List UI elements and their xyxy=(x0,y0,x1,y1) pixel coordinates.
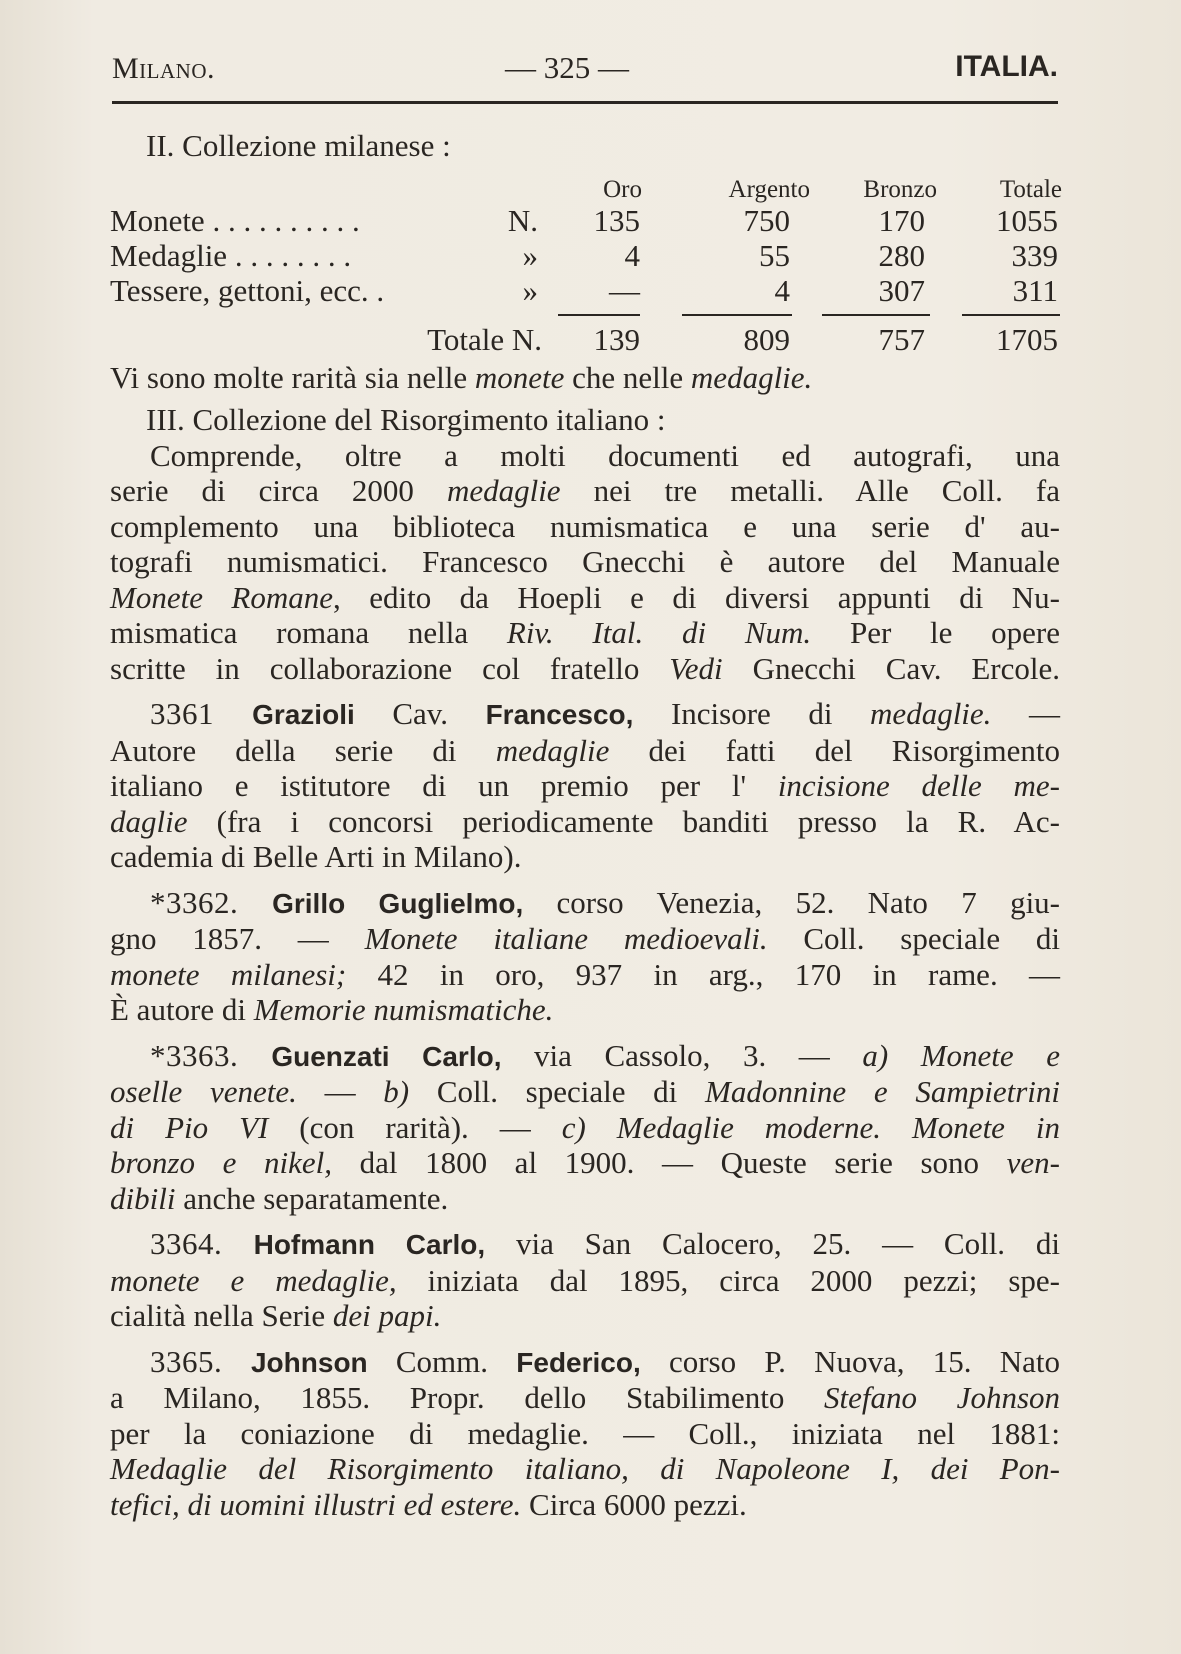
entry-3365 xyxy=(110,1344,1060,1523)
entry-3363 xyxy=(110,1038,1060,1217)
text-line: tefici, di uomini illustri ed estere. Circa 6000 pezzi. xyxy=(110,1486,747,1522)
text-line: serie di circa 2000 medaglie nei tre metalli. Alle Coll. fa xyxy=(110,473,1060,508)
text-line: di Pio VI (con rarità). — c) Medaglie moderne. Monete in xyxy=(110,1109,1061,1145)
row-mark: N. xyxy=(507,203,538,238)
col-header-argento: Argento xyxy=(728,176,810,203)
page-number: — 325 — xyxy=(505,50,629,85)
row-label: Medaglie . . . . . . . . xyxy=(110,238,352,273)
text-line: oselle venete. — b) Coll. speciale di Madonnine e Sampietrini xyxy=(110,1074,1061,1109)
text-line: daglie (fra i concorsi periodicamente banditi presso la R. Ac- xyxy=(110,803,1060,839)
sum-rule xyxy=(822,314,930,316)
text-line: cademia di Belle Arti in Milano). xyxy=(110,839,522,874)
header-country: ITALIA. xyxy=(955,50,1058,83)
cell-argento: 55 xyxy=(759,238,790,273)
page-body xyxy=(110,128,1060,1522)
cell-bronzo: 280 xyxy=(878,238,925,273)
text-line: Medaglie del Risorgimento italiano, di Napoleone I, dei Pon- xyxy=(110,1451,1060,1486)
totals-label: Totale N. xyxy=(427,322,542,357)
text-line: per la coniazione di medaglie. — Coll., iniziata nel 1881: xyxy=(110,1415,1060,1451)
sum-rule xyxy=(558,314,640,316)
running-header xyxy=(112,48,1058,92)
table-row xyxy=(110,203,1060,238)
text-line: Autore della serie di medaglie dei fatti del Risorgimento xyxy=(110,732,1060,768)
text-line: monete e medaglie, iniziata dal 1895, circa 2000 pezzi; spe- xyxy=(110,1262,1060,1298)
text-line: gno 1857. — Monete italiane medioevali. Coll. speciale di xyxy=(110,921,1061,956)
coin-table xyxy=(110,168,1060,360)
text-line: a Milano, 1855. Propr. dello Stabilimento Stefano Johnson xyxy=(110,1380,1061,1415)
text-line: 3361 Grazioli Cav. Francesco, Incisore di medaglie. — xyxy=(150,696,1060,731)
text-line: monete milanesi; 42 in oro, 937 in arg., 170 in rame. — xyxy=(110,956,1061,992)
cell-bronzo: 170 xyxy=(878,203,925,238)
total-argento: 809 xyxy=(743,322,790,357)
header-rule xyxy=(112,101,1058,104)
text-line: scritte in collaborazione col fratello Vedi Gnecchi Cav. Ercole. xyxy=(110,650,1060,686)
text-line: italiano e istitutore di un premio per l' incisione delle me- xyxy=(110,768,1060,803)
cell-oro: 4 xyxy=(624,238,640,273)
text-line: *3362. Grillo Guglielmo, corso Venezia, 52. Nato 7 giu- xyxy=(150,884,1060,920)
sum-rules xyxy=(110,308,1060,322)
cell-totale: 339 xyxy=(1011,238,1058,273)
totals-row xyxy=(110,322,1060,360)
total-totale: 1705 xyxy=(996,322,1058,357)
text-line: dibili anche separatamente. xyxy=(110,1180,449,1216)
cell-oro: — xyxy=(609,273,640,308)
entry-3361 xyxy=(110,696,1060,875)
sum-rule xyxy=(962,314,1060,316)
row-mark: » xyxy=(522,273,538,308)
text-line: È autore di Memorie numismatiche. xyxy=(110,992,554,1027)
cell-argento: 750 xyxy=(743,203,790,238)
col-header-totale: Totale xyxy=(999,176,1062,203)
table-row xyxy=(110,273,1060,308)
row-label: Tessere, gettoni, ecc. . xyxy=(110,273,385,308)
text-line: Comprende, oltre a molti documenti ed autografi, una xyxy=(150,437,1060,473)
entry-3364 xyxy=(110,1226,1060,1334)
section-2-note: Vi sono molte rarità sia nelle monete che nelle medaglie. xyxy=(110,360,813,395)
col-header-bronzo: Bronzo xyxy=(863,176,937,203)
text-line: cialità nella Serie dei papi. xyxy=(110,1298,442,1333)
cell-bronzo: 307 xyxy=(878,273,925,308)
section-3-title: III. Collezione del Risorgimento italiano : xyxy=(146,401,666,437)
section-3-text xyxy=(110,438,1060,687)
text-line: *3363. Guenzati Carlo, via Cassolo, 3. — a) Monete e xyxy=(150,1037,1060,1073)
sum-rule xyxy=(682,314,792,316)
text-line: Monete Romane, edito da Hoepli e di diversi appunti di Nu- xyxy=(110,579,1060,615)
text-line: tografi numismatici. Francesco Gnecchi è autore del Manuale xyxy=(110,544,1060,579)
section-2-title: II. Collezione milanese : xyxy=(146,128,451,163)
text-line: mismatica romana nella Riv. Ital. di Num. Per le opere xyxy=(110,615,1061,650)
cell-oro: 135 xyxy=(593,203,640,238)
row-label: Monete . . . . . . . . . . xyxy=(110,203,360,238)
text-line: bronzo e nikel, dal 1800 al 1900. — Queste serie sono ven- xyxy=(110,1145,1060,1180)
cell-totale: 1055 xyxy=(996,203,1058,238)
total-bronzo: 757 xyxy=(878,322,925,357)
table-row xyxy=(110,238,1060,273)
text-line: 3364. Hofmann Carlo, via San Calocero, 25. — Coll. di xyxy=(150,1226,1061,1261)
text-line: complemento una biblioteca numismatica e una serie d' au- xyxy=(110,508,1060,544)
entry-3362 xyxy=(110,885,1060,1028)
total-oro: 139 xyxy=(593,322,640,357)
text-line: 3365. Johnson Comm. Federico, corso P. Nuova, 15. Nato xyxy=(150,1343,1060,1379)
table-header-row xyxy=(110,168,1060,203)
col-header-oro: Oro xyxy=(603,176,642,203)
cell-totale: 311 xyxy=(1012,273,1058,308)
cell-argento: 4 xyxy=(774,273,790,308)
row-mark: » xyxy=(522,238,538,273)
header-city: Milano. xyxy=(112,52,215,85)
